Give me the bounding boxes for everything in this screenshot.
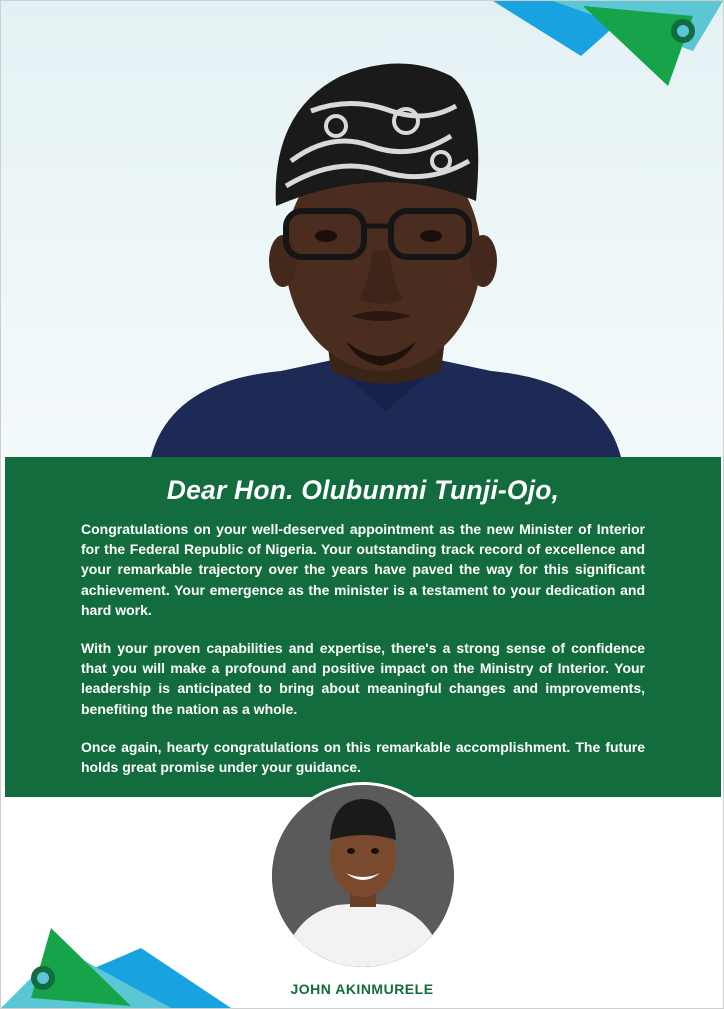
signer-portrait [272,785,454,967]
honoree-portrait [151,51,621,457]
message-paragraph-3: Once again, hearty congratulations on this remarkable accomplishment. The future holds great promise under your guidance. [81,738,645,776]
salutation-heading: Dear Hon. Olubunmi Tunji-Ojo, [166,475,560,505]
signer-name: JOHN AKINMURELE [290,981,434,997]
message-paragraph-2: With your proven capabilities and expertise, there's a strong sense of confidence that you will make a profound and positive impact on the Ministry of Interior. Your leadership is anticipated to bring about meaningful changes and improvements, benefiting the nation as a whole. [81,640,645,717]
message-panel [5,457,721,797]
signer-photo [269,782,457,970]
message-paragraph-1: Congratulations on your well-deserved appointment as the new Minister of Interior for the Federal Republic of Nigeria. Your outstanding track record of excellence and your remarkable trajectory over the years have paved the way for this significant achievement. Your emergence as the minister is a testament to your dedication and hard work. [81,521,645,618]
corner-decoration-top-right [493,1,723,91]
